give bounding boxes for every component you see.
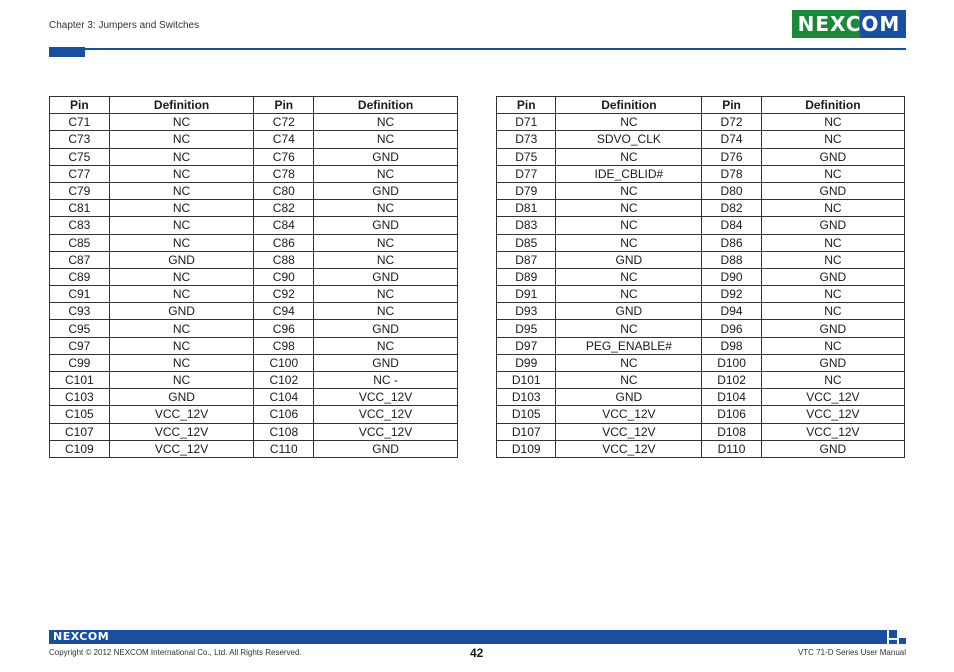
definition-cell: NC bbox=[556, 148, 702, 165]
pin-cell: C91 bbox=[50, 286, 110, 303]
pin-cell: C110 bbox=[254, 440, 314, 457]
pin-cell: D88 bbox=[702, 251, 761, 268]
pin-cell: D100 bbox=[702, 354, 761, 371]
table-row bbox=[50, 251, 458, 268]
table-row bbox=[50, 131, 458, 148]
definition-cell: NC bbox=[314, 251, 458, 268]
pin-cell: D78 bbox=[702, 165, 761, 182]
table-row bbox=[497, 303, 905, 320]
definition-cell: NC bbox=[761, 114, 904, 131]
definition-cell: NC bbox=[109, 114, 254, 131]
pin-cell: C105 bbox=[50, 406, 110, 423]
pin-cell: D95 bbox=[497, 320, 556, 337]
table-header-row bbox=[50, 97, 458, 114]
pin-cell: C109 bbox=[50, 440, 110, 457]
definition-cell: NC bbox=[761, 251, 904, 268]
pin-cell: D89 bbox=[497, 268, 556, 285]
pin-cell: C74 bbox=[254, 131, 314, 148]
pin-cell: C90 bbox=[254, 268, 314, 285]
col-header-pin: Pin bbox=[702, 97, 761, 114]
pin-cell: D98 bbox=[702, 337, 761, 354]
pin-cell: D77 bbox=[497, 165, 556, 182]
pin-cell: D109 bbox=[497, 440, 556, 457]
page-number: 42 bbox=[470, 646, 484, 660]
definition-cell: NC bbox=[109, 131, 254, 148]
pin-table-d bbox=[496, 96, 905, 458]
pin-cell: C88 bbox=[254, 251, 314, 268]
definition-cell: NC bbox=[314, 337, 458, 354]
pin-cell: D96 bbox=[702, 320, 761, 337]
pin-cell: C94 bbox=[254, 303, 314, 320]
table-row bbox=[50, 268, 458, 285]
definition-cell: VCC_12V bbox=[109, 423, 254, 440]
pin-cell: C104 bbox=[254, 389, 314, 406]
pin-cell: D103 bbox=[497, 389, 556, 406]
pin-cell: D87 bbox=[497, 251, 556, 268]
definition-cell: NC bbox=[109, 286, 254, 303]
table-row bbox=[497, 165, 905, 182]
table-row bbox=[497, 354, 905, 371]
definition-cell: NC bbox=[314, 165, 458, 182]
pin-cell: D71 bbox=[497, 114, 556, 131]
col-header-definition: Definition bbox=[109, 97, 254, 114]
manual-title: VTC 71-D Series User Manual bbox=[797, 648, 906, 657]
definition-cell: GND bbox=[314, 320, 458, 337]
pin-cell: D74 bbox=[702, 131, 761, 148]
definition-cell: VCC_12V bbox=[556, 440, 702, 457]
definition-cell: NC bbox=[109, 337, 254, 354]
definition-cell: NC bbox=[761, 165, 904, 182]
pin-cell: C75 bbox=[50, 148, 110, 165]
definition-cell: NC bbox=[109, 182, 254, 199]
definition-cell: GND bbox=[314, 268, 458, 285]
table-row bbox=[497, 320, 905, 337]
pin-cell: C107 bbox=[50, 423, 110, 440]
definition-cell: NC bbox=[556, 286, 702, 303]
pin-cell: C93 bbox=[50, 303, 110, 320]
definition-cell: NC bbox=[314, 131, 458, 148]
pin-cell: C102 bbox=[254, 372, 314, 389]
pin-cell: C72 bbox=[254, 114, 314, 131]
nexcom-logo bbox=[792, 10, 906, 38]
table-row bbox=[50, 389, 458, 406]
col-header-definition: Definition bbox=[314, 97, 458, 114]
definition-cell: NC bbox=[314, 303, 458, 320]
table-row bbox=[50, 114, 458, 131]
col-header-pin: Pin bbox=[50, 97, 110, 114]
definition-cell: GND bbox=[314, 354, 458, 371]
table-row bbox=[50, 320, 458, 337]
definition-cell: GND bbox=[314, 217, 458, 234]
definition-cell: IDE_CBLID# bbox=[556, 165, 702, 182]
definition-cell: VCC_12V bbox=[556, 423, 702, 440]
header-rule bbox=[84, 48, 906, 50]
logo-text: NEXCOM bbox=[797, 12, 901, 36]
definition-cell: SDVO_CLK bbox=[556, 131, 702, 148]
pin-cell: D105 bbox=[497, 406, 556, 423]
pin-cell: D99 bbox=[497, 354, 556, 371]
pin-cell: C77 bbox=[50, 165, 110, 182]
pin-cell: C95 bbox=[50, 320, 110, 337]
definition-cell: GND bbox=[314, 440, 458, 457]
pin-cell: C89 bbox=[50, 268, 110, 285]
pin-table-c bbox=[49, 96, 458, 458]
definition-cell: GND bbox=[556, 303, 702, 320]
definition-cell: NC bbox=[761, 200, 904, 217]
pin-cell: C92 bbox=[254, 286, 314, 303]
definition-cell: GND bbox=[761, 217, 904, 234]
definition-cell: GND bbox=[556, 251, 702, 268]
definition-cell: GND bbox=[556, 389, 702, 406]
definition-cell: NC bbox=[556, 320, 702, 337]
pin-cell: C96 bbox=[254, 320, 314, 337]
definition-cell: GND bbox=[109, 251, 254, 268]
pin-cell: D79 bbox=[497, 182, 556, 199]
pin-cell: D92 bbox=[702, 286, 761, 303]
pin-cell: C103 bbox=[50, 389, 110, 406]
definition-cell: NC - bbox=[314, 372, 458, 389]
definition-cell: GND bbox=[314, 148, 458, 165]
definition-cell: GND bbox=[314, 182, 458, 199]
pin-cell: D94 bbox=[702, 303, 761, 320]
definition-cell: GND bbox=[761, 268, 904, 285]
pin-cell: C98 bbox=[254, 337, 314, 354]
table-row bbox=[50, 165, 458, 182]
table-row bbox=[497, 182, 905, 199]
table-row bbox=[497, 406, 905, 423]
definition-cell: NC bbox=[314, 234, 458, 251]
pin-cell: C97 bbox=[50, 337, 110, 354]
definition-cell: VCC_12V bbox=[109, 406, 254, 423]
pin-cell: D90 bbox=[702, 268, 761, 285]
definition-cell: VCC_12V bbox=[314, 406, 458, 423]
table-row bbox=[50, 406, 458, 423]
definition-cell: GND bbox=[761, 148, 904, 165]
table-row bbox=[497, 389, 905, 406]
pin-cell: D97 bbox=[497, 337, 556, 354]
table-row bbox=[497, 372, 905, 389]
pin-cell: C87 bbox=[50, 251, 110, 268]
pin-cell: C85 bbox=[50, 234, 110, 251]
pin-cell: C73 bbox=[50, 131, 110, 148]
pin-cell: D85 bbox=[497, 234, 556, 251]
table-row bbox=[50, 337, 458, 354]
table-row bbox=[497, 268, 905, 285]
pin-cell: D81 bbox=[497, 200, 556, 217]
definition-cell: VCC_12V bbox=[761, 389, 904, 406]
pin-cell: D82 bbox=[702, 200, 761, 217]
definition-cell: NC bbox=[109, 217, 254, 234]
definition-cell: NC bbox=[761, 131, 904, 148]
table-row bbox=[50, 148, 458, 165]
pin-cell: C83 bbox=[50, 217, 110, 234]
col-header-pin: Pin bbox=[497, 97, 556, 114]
table-row bbox=[50, 217, 458, 234]
pin-cell: C80 bbox=[254, 182, 314, 199]
table-row bbox=[497, 286, 905, 303]
pin-cell: D102 bbox=[702, 372, 761, 389]
definition-cell: NC bbox=[761, 286, 904, 303]
pin-cell: C76 bbox=[254, 148, 314, 165]
definition-cell: NC bbox=[556, 182, 702, 199]
table-row bbox=[497, 131, 905, 148]
definition-cell: NC bbox=[761, 234, 904, 251]
pin-cell: D72 bbox=[702, 114, 761, 131]
table-row bbox=[497, 217, 905, 234]
definition-cell: GND bbox=[761, 354, 904, 371]
footer-square bbox=[889, 630, 897, 638]
pin-cell: C100 bbox=[254, 354, 314, 371]
definition-cell: GND bbox=[109, 303, 254, 320]
definition-cell: NC bbox=[556, 354, 702, 371]
definition-cell: NC bbox=[109, 165, 254, 182]
copyright-text: Copyright © 2012 NEXCOM International Co., Ltd. All Rights Reserved. bbox=[49, 648, 302, 657]
pin-cell: D107 bbox=[497, 423, 556, 440]
definition-cell: VCC_12V bbox=[556, 406, 702, 423]
definition-cell: NC bbox=[109, 234, 254, 251]
table-row bbox=[497, 234, 905, 251]
footer-square bbox=[899, 638, 906, 644]
definition-cell: NC bbox=[109, 372, 254, 389]
table-row bbox=[50, 182, 458, 199]
definition-cell: NC bbox=[556, 114, 702, 131]
definition-cell: NC bbox=[761, 372, 904, 389]
definition-cell: NC bbox=[556, 234, 702, 251]
pin-cell: D76 bbox=[702, 148, 761, 165]
table-row bbox=[50, 423, 458, 440]
pin-cell: D73 bbox=[497, 131, 556, 148]
table-row bbox=[50, 354, 458, 371]
pin-cell: D93 bbox=[497, 303, 556, 320]
table-row bbox=[50, 440, 458, 457]
pin-cell: D108 bbox=[702, 423, 761, 440]
table-row bbox=[50, 200, 458, 217]
pin-cell: C86 bbox=[254, 234, 314, 251]
definition-cell: VCC_12V bbox=[761, 423, 904, 440]
pin-cell: D80 bbox=[702, 182, 761, 199]
definition-cell: NC bbox=[556, 217, 702, 234]
pin-cell: C84 bbox=[254, 217, 314, 234]
definition-cell: NC bbox=[109, 354, 254, 371]
pin-cell: D75 bbox=[497, 148, 556, 165]
col-header-pin: Pin bbox=[254, 97, 314, 114]
definition-cell: GND bbox=[761, 440, 904, 457]
definition-cell: NC bbox=[556, 268, 702, 285]
pin-cell: C82 bbox=[254, 200, 314, 217]
definition-cell: NC bbox=[314, 286, 458, 303]
col-header-definition: Definition bbox=[556, 97, 702, 114]
table-row bbox=[50, 286, 458, 303]
definition-cell: VCC_12V bbox=[314, 423, 458, 440]
definition-cell: PEG_ENABLE# bbox=[556, 337, 702, 354]
table-row bbox=[50, 372, 458, 389]
table-row bbox=[497, 148, 905, 165]
pin-cell: C81 bbox=[50, 200, 110, 217]
definition-cell: NC bbox=[109, 200, 254, 217]
table-row bbox=[497, 200, 905, 217]
table-header-row bbox=[497, 97, 905, 114]
pin-cell: C78 bbox=[254, 165, 314, 182]
definition-cell: VCC_12V bbox=[314, 389, 458, 406]
pin-cell: C101 bbox=[50, 372, 110, 389]
definition-cell: NC bbox=[556, 372, 702, 389]
pin-cell: C106 bbox=[254, 406, 314, 423]
table-row bbox=[497, 114, 905, 131]
header-accent-block bbox=[49, 47, 85, 57]
table-row bbox=[497, 423, 905, 440]
pin-cell: C108 bbox=[254, 423, 314, 440]
definition-cell: NC bbox=[314, 200, 458, 217]
pin-cell: C71 bbox=[50, 114, 110, 131]
pin-cell: D110 bbox=[702, 440, 761, 457]
definition-cell: NC bbox=[314, 114, 458, 131]
definition-cell: VCC_12V bbox=[761, 406, 904, 423]
table-row bbox=[50, 234, 458, 251]
pin-cell: C79 bbox=[50, 182, 110, 199]
definition-cell: GND bbox=[761, 320, 904, 337]
pin-cell: D86 bbox=[702, 234, 761, 251]
definition-cell: GND bbox=[109, 389, 254, 406]
chapter-title: Chapter 3: Jumpers and Switches bbox=[49, 20, 200, 31]
definition-cell: VCC_12V bbox=[109, 440, 254, 457]
pin-cell: D83 bbox=[497, 217, 556, 234]
definition-cell: NC bbox=[109, 268, 254, 285]
pin-cell: D106 bbox=[702, 406, 761, 423]
pin-cell: D104 bbox=[702, 389, 761, 406]
col-header-definition: Definition bbox=[761, 97, 904, 114]
definition-cell: NC bbox=[109, 320, 254, 337]
definition-cell: NC bbox=[761, 337, 904, 354]
table-row bbox=[497, 251, 905, 268]
table-row bbox=[50, 303, 458, 320]
definition-cell: NC bbox=[556, 200, 702, 217]
definition-cell: GND bbox=[761, 182, 904, 199]
definition-cell: NC bbox=[761, 303, 904, 320]
table-row bbox=[497, 337, 905, 354]
pin-cell: D91 bbox=[497, 286, 556, 303]
pin-cell: C99 bbox=[50, 354, 110, 371]
definition-cell: NC bbox=[109, 148, 254, 165]
pin-cell: D101 bbox=[497, 372, 556, 389]
footer-logo: NEXCOM bbox=[53, 630, 110, 643]
table-row bbox=[497, 440, 905, 457]
footer-square bbox=[889, 640, 897, 644]
pin-cell: D84 bbox=[702, 217, 761, 234]
footer-bar bbox=[49, 630, 887, 644]
